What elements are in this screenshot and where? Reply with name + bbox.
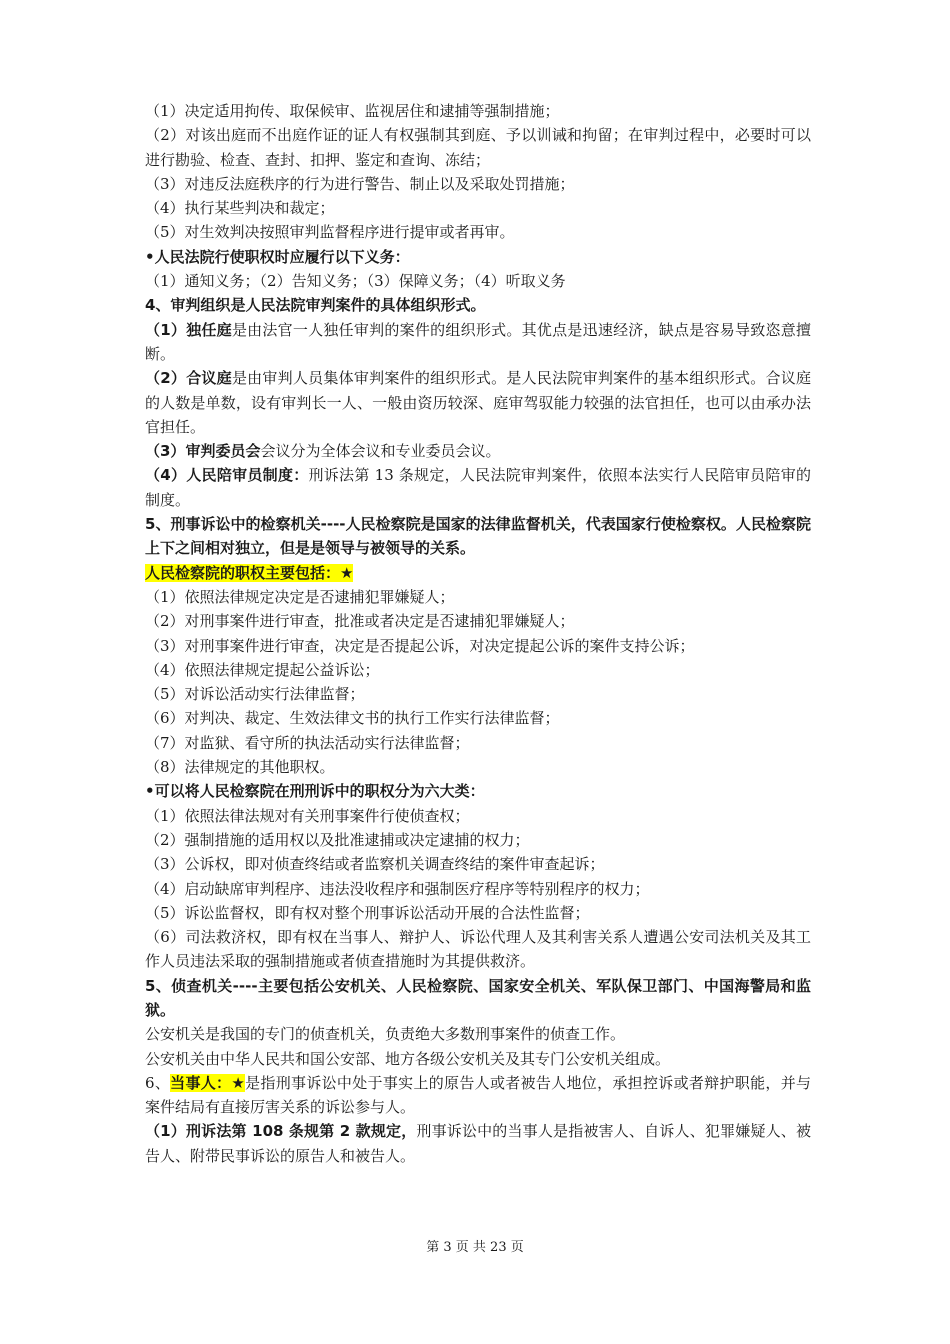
parties-definition: 是指刑事诉讼中处于事实上的原告人或者被告人地位，承担控诉或者辩护职能，并与案件结局有直接厉害关系的诉讼参与人。 (145, 1073, 811, 1117)
section-4-heading: 4、审判组织是人民法院审判案件的具体组织形式。 (145, 296, 486, 315)
page-number-footer: 第 3 页 共 23 页 (426, 1240, 524, 1255)
org-item-3-num: （3） (145, 442, 186, 461)
investigation-heading: 5、侦查机关----主要包括公安机关、人民检察院、国家安全机关、军队保卫部门、中国海警局和监狱。 (145, 976, 811, 1019)
category-3: （3）公诉权，即对侦查终结或者监察机关调查终结的案件审查起诉； (145, 855, 605, 874)
court-power-4: （4）执行某些判决和裁定； (145, 199, 335, 218)
org-item-4 (145, 463, 811, 512)
org-item-3-term: 审判委员会 (185, 442, 261, 461)
police-line-1: 公安机关是我国的专门的侦查机关，负责绝大多数刑事案件的侦查工作。 (145, 1025, 626, 1044)
court-duties-list: （1）通知义务；（2）告知义务；（3）保障义务；（4）听取义务 (145, 272, 566, 291)
org-item-2-num: （2） (145, 369, 187, 388)
procuratorate-powers-heading-line (145, 561, 811, 585)
procuratorate-power-3: （3）对刑事案件进行审查，决定是否提起公诉，对决定提起公诉的案件支持公诉； (145, 636, 695, 655)
org-item-1-text: 是由法官一人独任审判的案件的组织形式。其优点是迅速经济，缺点是容易导致恣意擅断。 (145, 320, 812, 363)
org-item-2 (145, 366, 811, 439)
org-item-4-num: （4） (145, 466, 187, 485)
parties-item-1-text: 刑事诉讼中的当事人是指被害人、自诉人、犯罪嫌疑人、被告人、附带民事诉讼的原告人和被告人。 (145, 1122, 811, 1165)
org-item-1-term: 独任庭 (186, 320, 232, 339)
six-categories-heading: •可以将人民检察院在刑刑诉中的职权分为六大类： (145, 782, 485, 801)
org-item-4-text: 刑诉法第 13 条规定，人民法院审判案件，依照本法实行人民陪审员陪审的制度。 (145, 466, 811, 509)
category-2: （2）强制措施的适用权以及批准逮捕或决定逮捕的权力； (145, 830, 530, 849)
procuratorate-power-4: （4）依照法律规定提起公益诉讼； (145, 660, 380, 679)
org-item-2-term: 合议庭 (186, 369, 232, 388)
org-item-1-num: （1） (145, 320, 187, 339)
police-line-2: 公安机关由中华人民共和国公安部、地方各级公安机关及其专门公安机关组成。 (145, 1049, 671, 1068)
procuratorate-power-8: （8）法律规定的其他职权。 (145, 758, 335, 777)
court-power-2: （2）对该出庭而不出庭作证的证人有权强制其到庭、予以训诫和拘留；在审判过程中，必要时可以进行勘验、检查、查封、扣押、鉴定和查询、冻结； (145, 126, 811, 169)
court-power-5: （5）对生效判决按照审判监督程序进行提审或者再审。 (145, 223, 515, 242)
court-power-1: （1）决定适用拘传、取保候审、监视居住和逮捕等强制措施； (145, 102, 560, 120)
category-5: （5）诉讼监督权，即有权对整个刑事诉讼活动开展的合法性监督； (145, 903, 590, 922)
section-6-num: 6、 (145, 1073, 171, 1092)
section-6-paragraph (145, 1071, 811, 1120)
parties-item-1-lead: （1）刑诉法第 108 条规第 2 款规定， (145, 1122, 417, 1141)
parties-item-1 (145, 1119, 811, 1168)
procuratorate-power-6: （6）对判决、裁定、生效法律文书的执行工作实行法律监督； (145, 709, 560, 728)
category-6: （6）司法救济权，即有权在当事人、辩护人、诉讼代理人及其利害关系人遭遇公安司法机关及其工作人员违法采取的强制措施或者侦查措施时为其提供救济。 (145, 928, 811, 971)
org-item-1 (145, 318, 811, 367)
document-body (145, 99, 811, 1168)
org-item-3-text: 会议分为全体会议和专业委员会议。 (260, 442, 501, 461)
org-item-3 (145, 439, 811, 463)
court-duties-heading: •人民法院行使职权时应履行以下义务： (145, 247, 410, 266)
procuratorate-power-5: （5）对诉讼活动实行法律监督； (145, 685, 365, 704)
section-5-heading: 5、刑事诉讼中的检察机关----人民检察院是国家的法律监督机关，代表国家行使检察权。人民检察院上下之间相对独立，但是是领导与被领导的关系。 (145, 515, 811, 558)
org-item-2-text: 是由审判人员集体审判案件的组织形式。是人民法院审判案件的基本组织形式。合议庭的人数是单数，设有审判长一人、一般由资历较深、庭审驾驭能力较强的法官担任，也可以由承办法官担任。 (145, 369, 812, 436)
procuratorate-power-7: （7）对监狱、看守所的执法活动实行法律监督； (145, 733, 470, 752)
parties-term: 当事人：★ (170, 1073, 246, 1092)
category-1: （1）依照法律法规对有关刑事案件行使侦查权； (145, 806, 470, 825)
org-item-4-term: 人民陪审员制度： (186, 466, 309, 485)
category-4: （4）启动缺席审判程序、违法没收程序和强制医疗程序等特别程序的权力； (145, 879, 650, 898)
procuratorate-powers-heading: 人民检察院的职权主要包括：★ (145, 563, 354, 582)
court-power-3: （3）对违反法庭秩序的行为进行警告、制止以及采取处罚措施； (145, 174, 575, 193)
procuratorate-power-1: （1）依照法律规定决定是否逮捕犯罪嫌疑人； (145, 587, 455, 606)
procuratorate-power-2: （2）对刑事案件进行审查，批准或者决定是否逮捕犯罪嫌疑人； (145, 612, 575, 631)
